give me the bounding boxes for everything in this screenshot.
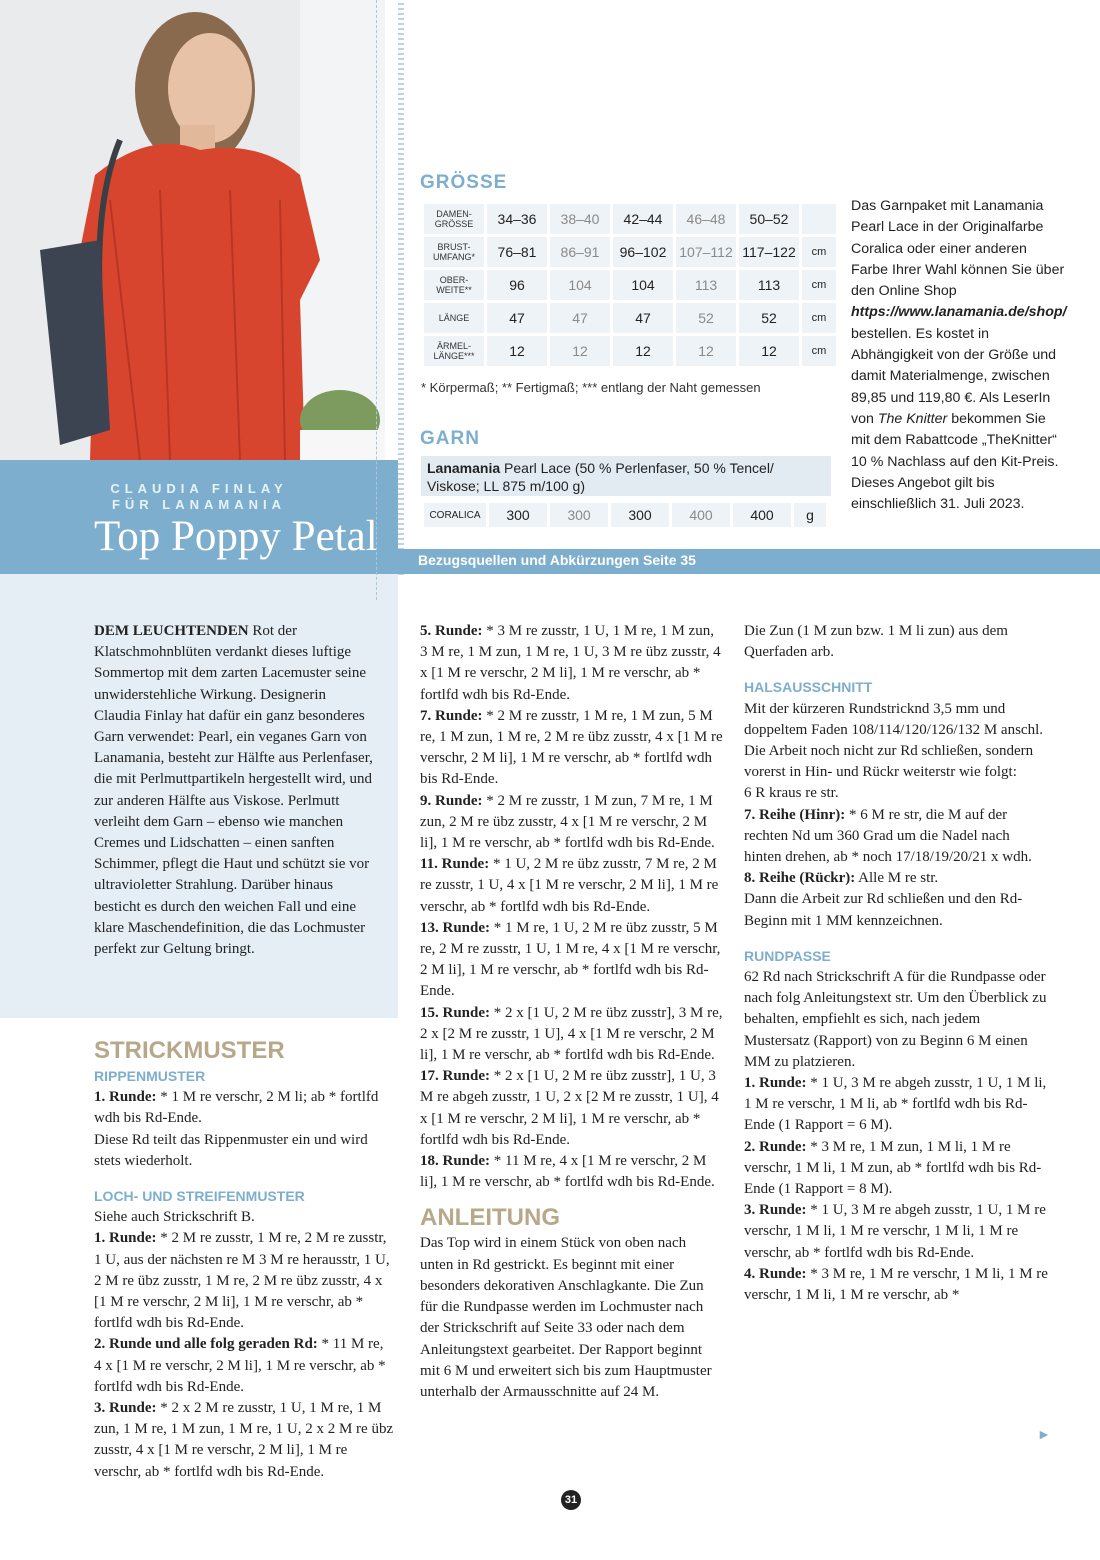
yarn-table xyxy=(421,500,829,530)
yarn-unit: g xyxy=(794,503,826,527)
lace-round-1: 1. Runde: * 2 M re zusstr, 1 M re, 2 M re zusstr, 1 U, aus der nächsten re M 3 M re herausstr, 1 U, 2 M re übz zusstr, 1 M re, 2 M re übz zusstr, 4 x [1 M re verschr, 2 M li], 1 M re verschr, ab * fortlfd wdh bis Rd-Ende. xyxy=(94,1230,390,1332)
lace-round-5: 5. Runde: * 3 M re zusstr, 1 U, 1 M re, 1 M zun, 3 M re, 1 M zun, 1 M re, 1 U, 3 M re übz zusstr, 4 x [1 M re verschr, 2 M li], 1 M re verschr, ab * fortlfd wdh bis Rd-Ende. xyxy=(420,623,721,703)
yoke-round-4: 4. Runde: * 3 M re, 1 M re verschr, 1 M li, 1 M re verschr, 1 M li, 1 M re verschr, ab * xyxy=(744,1265,1048,1304)
page-title: Top Poppy Petal xyxy=(94,513,378,560)
yarn-description: Lanamania Pearl Lace (50 % Perlenfaser, 50 % Tencel/ Viskose; LL 875 m/100 g) xyxy=(421,456,831,496)
page-number: 31 xyxy=(561,1490,581,1510)
size-cell: 12 xyxy=(739,336,799,366)
instructions-text-2: Die Zun (1 M zun bzw. 1 M li zun) aus dem Querfaden arb. xyxy=(744,623,1008,661)
yarn-row xyxy=(424,503,826,527)
size-cell: 46–48 xyxy=(676,204,736,234)
size-row xyxy=(424,303,836,333)
intro-text: DEM LEUCHTENDEN Rot der Klatschmohnblüten verdankt dieses luftige Sommertop mit dem zarten Lacemuster seine unwiderstehliche Wirkung. Designerin Claudia Finlay hat dafür ein ganz besonderes Garn verwendet: Pearl, ein veganes Garn von Lanamania, besteht zur Hälfte aus Perlenfaser, die mit Perlmuttpartikeln hergestellt wird, und zur anderen Hälfte aus Viskose. Perlmutt verleiht dem Garn – ebenso wie manchen Cremes und Lidschatten – einen sanften Schimmer, pflegt die Haut und schützt sie vor ultravioletter Strahlung. Darüber hinaus besticht es durch den weichen Fall und eine klare Maschendefinition, die das Lochmuster perfekt zur Geltung bringt. xyxy=(94,623,373,958)
size-cell: 42–44 xyxy=(613,204,673,234)
size-label: DAMEN- GRÖSSE xyxy=(424,204,484,234)
size-label: ÄRMEL- LÄNGE*** xyxy=(424,336,484,366)
designer-line2: FÜR LANAMANIA xyxy=(111,497,287,512)
size-cell: 12 xyxy=(613,336,673,366)
size-cell: 113 xyxy=(739,270,799,300)
size-cell: 12 xyxy=(487,336,547,366)
neck-heading: HALSAUSSCHNITT xyxy=(744,679,873,696)
neck-row-7: 7. Reihe (Hinr): * 6 M re str, die M auf der rechten Nd um 360 Grad um die Nadel nach hinten drehen, ab * noch 17/18/19/20/21 x wdh. xyxy=(744,806,1032,866)
size-cell: 104 xyxy=(613,270,673,300)
size-unit: cm xyxy=(802,303,836,333)
lace-heading: LOCH- UND STREIFENMUSTER xyxy=(94,1188,305,1205)
kit-offer: Das Garnpaket mit Lanamania Pearl Lace in der Originalfarbe Coralica oder einer anderen Farbe Ihrer Wahl können Sie über den Online Shop https://www.lanamania.de/shop/ bestellen. Es kostet in Abhängigkeit von der Größe und damit Materialmenge, zwischen 89,85 und 119,80 €. Als LeserIn von The Knitter bekommen Sie mit dem Rabattcode „TheKnitter“ 10 % Nachlass auf den Kit-Preis. Dieses Angebot gilt bis einschließlich 31. Juli 2023. xyxy=(851,198,1067,513)
rib-note: Diese Rd teilt das Rippenmuster ein und wird stets wiederholt. xyxy=(94,1131,368,1169)
size-label: OBER- WEITE** xyxy=(424,270,484,300)
yarn-cell: 300 xyxy=(550,503,608,527)
model-illustration xyxy=(0,0,385,460)
lace-round-9: 9. Runde: * 2 M re zusstr, 1 M zun, 7 M re, 1 M zun, 2 M re übz zusstr, 4 x [1 M re verschr, 2 M li], 1 M re verschr, ab * fortlfd wdh bis Rd-Ende. xyxy=(420,792,715,852)
yarn-heading: GARN xyxy=(420,428,480,449)
size-footnote: * Körpermaß; ** Fertigmaß; *** entlang der Naht gemessen xyxy=(421,380,761,395)
lace-round-11: 11. Runde: * 1 U, 2 M re übz zusstr, 7 M re, 2 M re zusstr, 1 U, 4 x [1 M re verschr, 2 M li], 1 M re verschr, ab * fortlfd wdh bis Rd-Ende. xyxy=(420,856,719,915)
yarn-cell: 300 xyxy=(489,503,547,527)
size-row xyxy=(424,237,836,267)
lace-round-3: 3. Runde: * 2 x 2 M re zusstr, 1 U, 1 M re, 1 M zun, 1 M re, 1 M zun, 1 M re, 1 U, 2 x 2 M re übz zusstr, 4 x [1 M re verschr, 2 M li], 1 M re verschr, ab * fortlfd wdh bis Rd-Ende. xyxy=(94,1400,394,1480)
continue-arrow-icon: ► xyxy=(1037,1428,1051,1443)
size-label: BRUST- UMFANG* xyxy=(424,237,484,267)
shop-link[interactable]: https://www.lanamania.de/shop/ xyxy=(851,304,1067,321)
pattern-column xyxy=(94,1036,394,1483)
divider xyxy=(376,0,377,600)
yoke-round-1: 1. Runde: * 1 U, 3 M re abgeh zusstr, 1 U, 1 M li, 1 M re verschr, 1 M li, ab * fortlfd wdh bis Rd-Ende (1 Rapport = 6 M). xyxy=(744,1075,1047,1134)
instructions-column xyxy=(744,621,1049,1306)
size-unit: cm xyxy=(802,336,836,366)
yarn-color: CORALICA xyxy=(424,503,486,527)
lace-round-13: 13. Runde: * 1 M re, 1 U, 2 M re übz zusstr, 5 M re, 2 M re zusstr, 1 U, 1 M re, 4 x [1 M re verschr, 2 M li], 1 M re verschr, ab * fortlfd wdh bis Rd-Ende. xyxy=(420,919,721,1000)
size-cell: 117–122 xyxy=(739,237,799,267)
size-cell: 52 xyxy=(676,303,736,333)
size-cell: 47 xyxy=(613,303,673,333)
size-row xyxy=(424,270,836,300)
lace-column xyxy=(420,621,723,1403)
lace-round-7: 7. Runde: * 2 M re zusstr, 1 M re, 1 M zun, 5 M re, 1 M zun, 1 M re, 2 M re übz zusstr, 4 x [1 M re verschr, 2 M li], 1 M re verschr, ab * fortlfd wdh bis Rd-Ende. xyxy=(420,707,723,788)
lace-round-18: 18. Runde: * 11 M re, 4 x [1 M re verschr, 2 M li], 1 M re verschr, ab * fortlfd wdh bis Rd-Ende. xyxy=(420,1153,715,1191)
yoke-text: 62 Rd nach Strickschrift A für die Rundpasse oder nach folg Anleitungstext str. Um den Überblick zu behalten, empfiehlt es sich, nach jedem Mustersatz (Rapport) von zu Beginn 6 M einen MM zu platzieren. xyxy=(744,969,1047,1070)
size-cell: 76–81 xyxy=(487,237,547,267)
size-cell: 12 xyxy=(550,336,610,366)
size-cell: 52 xyxy=(739,303,799,333)
pattern-heading: STRICKMUSTER xyxy=(94,1037,285,1064)
size-cell: 50–52 xyxy=(739,204,799,234)
lace-note: Siehe auch Strickschrift B. xyxy=(94,1209,255,1226)
lace-round-2: 2. Runde und alle folg geraden Rd: * 11 M re, 4 x [1 M re verschr, 2 M li], 1 M re verschr, ab * fortlfd wdh bis Rd-Ende. xyxy=(94,1336,386,1395)
rib-heading: RIPPENMUSTER xyxy=(94,1068,206,1084)
instructions-text: Das Top wird in einem Stück von oben nach unten in Rd gestrickt. Es beginnt mit einer besonders dekorativen Anschlagkante. Die Zun für die Rundpasse werden im Lochmuster nach der Strickschrift auf Seite 33 oder nach dem Anleitungstext gearbeitet. Der Rapport beginnt mit 6 M und erweitert sich bis zum Hauptmuster unterhalb der Armausschnitte auf 24 M. xyxy=(420,1235,712,1400)
size-cell: 104 xyxy=(550,270,610,300)
size-table xyxy=(421,201,839,369)
neck-text: Mit der kürzeren Rundstricknd 3,5 mm und doppeltem Faden 108/114/120/126/132 M anschl. Die Arbeit noch nicht zur Rd schließen, sondern vorerst in Hin- und Rückr weiterstr wie folgt: xyxy=(744,700,1043,781)
size-label: LÄNGE xyxy=(424,303,484,333)
size-unit: cm xyxy=(802,270,836,300)
yarn-cell: 300 xyxy=(611,503,669,527)
instructions-heading: ANLEITUNG xyxy=(420,1204,560,1232)
size-unit xyxy=(802,204,836,234)
lace-round-17: 17. Runde: * 2 x [1 U, 2 M re übz zusstr], 1 U, 3 M re abgeh zusstr, 1 U, 2 x [2 M re zusstr, 1 U], 4 x [1 M re verschr, 2 M li], 1 M re verschr, ab * fortlfd wdh bis Rd-Ende. xyxy=(420,1068,719,1148)
size-heading: GRÖSSE xyxy=(420,172,508,193)
size-row xyxy=(424,336,836,366)
size-cell: 113 xyxy=(676,270,736,300)
size-cell: 47 xyxy=(487,303,547,333)
size-cell: 12 xyxy=(676,336,736,366)
yoke-round-3: 3. Runde: * 1 U, 3 M re abgeh zusstr, 1 U, 1 M re verschr, 1 M li, 1 M re verschr, 1 M li, 1 M re verschr, ab * fortlfd wdh bis Rd-Ende. xyxy=(744,1202,1046,1261)
decorative-edge xyxy=(398,0,404,575)
intro-column xyxy=(94,621,376,960)
rib-round-1: 1. Runde: * 1 M re verschr, 2 M li; ab * fortlfd wdh bis Rd-Ende. xyxy=(94,1089,379,1127)
neck-close: Dann die Arbeit zur Rd schließen und den Rd-Beginn mit 1 MM kennzeichnen. xyxy=(744,891,1023,929)
yarn-cell: 400 xyxy=(733,503,791,527)
size-cell: 47 xyxy=(550,303,610,333)
yarn-cell: 400 xyxy=(672,503,730,527)
sources-text: Bezugsquellen und Abkürzungen Seite 35 xyxy=(418,552,696,568)
neck-rows-6: 6 R kraus re str. xyxy=(744,785,839,802)
size-cell: 38–40 xyxy=(550,204,610,234)
designer-line1: CLAUDIA FINLAY xyxy=(110,481,288,496)
neck-row-8: 8. Reihe (Rückr): Alle M re str. xyxy=(744,870,939,887)
size-cell: 86–91 xyxy=(550,237,610,267)
size-unit: cm xyxy=(802,237,836,267)
sources-bar xyxy=(398,549,1100,574)
size-cell: 96 xyxy=(487,270,547,300)
yoke-round-2: 2. Runde: * 3 M re, 1 M zun, 1 M li, 1 M re verschr, 1 M li, 1 M zun, ab * fortlfd wdh bis Rd-Ende (1 Rapport = 8 M). xyxy=(744,1138,1042,1198)
lace-round-15: 15. Runde: * 2 x [1 U, 2 M re übz zusstr], 3 M re, 2 x [2 M re zusstr, 1 U], 4 x [1 M re verschr, 2 M li], 1 M re verschr, ab * fortlfd wdh bis Rd-Ende. xyxy=(420,1004,723,1064)
yoke-heading: RUNDPASSE xyxy=(744,947,831,964)
model-photo xyxy=(0,0,385,460)
size-row xyxy=(424,204,836,234)
size-cell: 34–36 xyxy=(487,204,547,234)
size-cell: 107–112 xyxy=(676,237,736,267)
size-cell: 96–102 xyxy=(613,237,673,267)
